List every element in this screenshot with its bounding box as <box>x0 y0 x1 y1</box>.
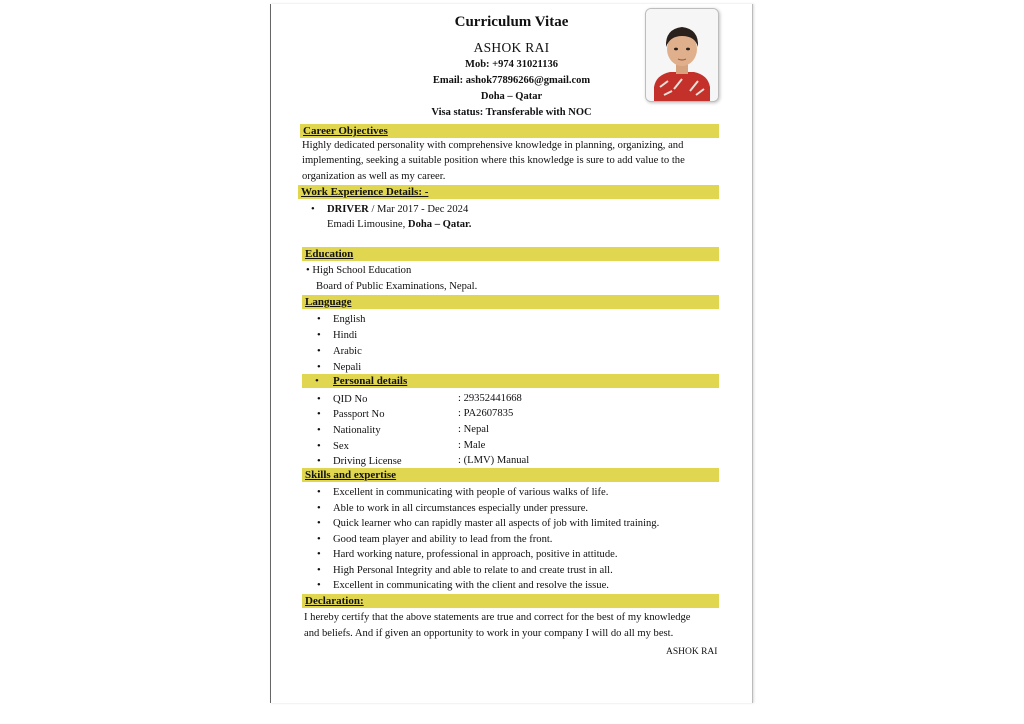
declaration-line: I hereby certify that the above statements are true and correct for the best of my knowledge <box>304 612 691 623</box>
personal-label: • Passport No <box>333 407 385 423</box>
personal-label: • Nationality <box>333 423 381 439</box>
skill-item: • Able to work in all circumstances especially under pressure. <box>333 501 588 517</box>
work-company-place: Doha – Qatar. <box>407 219 472 230</box>
section-bar-declaration <box>302 594 719 608</box>
candidate-name: ASHOK RAI <box>473 40 550 55</box>
section-heading-skills: Skills and expertise <box>305 469 397 481</box>
language-item: • Nepali <box>333 360 361 376</box>
work-company-line <box>327 217 471 233</box>
work-role: DRIVER <box>327 204 369 215</box>
language-item: • English <box>333 312 365 328</box>
section-heading-work: Work Experience Details: - <box>301 186 429 198</box>
section-heading-career: Career Objectives <box>303 125 388 137</box>
bullet-icon: • <box>306 265 310 276</box>
career-line: organization as well as my career. <box>302 171 446 182</box>
section-heading-education: Education <box>305 248 354 260</box>
signature-name: ASHOK RAI <box>666 647 718 657</box>
section-heading-personal: Personal details <box>333 375 408 387</box>
career-line: implementing, seeking a suitable position where this knowledge is sure to add value to the <box>302 155 685 166</box>
bullet-icon: • <box>315 375 319 387</box>
language-item: • Hindi <box>333 328 357 344</box>
profile-photo <box>645 8 719 102</box>
personal-value: : PA2607835 <box>458 408 514 419</box>
section-bar-skills <box>302 468 719 482</box>
portrait-icon <box>646 9 718 101</box>
skill-item: • High Personal Integrity and able to relate to and create trust in all. <box>333 563 613 579</box>
personal-label: • Driving License <box>333 454 402 470</box>
personal-value: : 29352441668 <box>458 393 522 404</box>
section-bar-career <box>300 124 719 138</box>
cv-page <box>270 4 753 703</box>
declaration-line: and beliefs. And if given an opportunity to work in your company I will do all my best. <box>304 628 674 639</box>
work-company: Emadi Limousine, <box>327 219 408 230</box>
email-line: Email: ashok77896266@gmail.com <box>432 75 591 86</box>
education-item <box>306 263 411 279</box>
mobile-line: Mob: +974 31021136 <box>465 59 558 70</box>
personal-value: : Male <box>458 440 486 451</box>
skill-item: • Quick learner who can rapidly master all aspects of job with limited training. <box>333 516 659 532</box>
personal-label: • Sex <box>333 439 349 455</box>
section-bar-personal <box>302 374 719 388</box>
language-item: • Arabic <box>333 344 362 360</box>
section-bar-education <box>302 247 719 261</box>
personal-value: : (LMV) Manual <box>458 455 530 466</box>
section-bar-language <box>302 295 719 309</box>
work-role-line <box>327 202 468 218</box>
location-line: Doha – Qatar <box>480 91 543 102</box>
personal-value: : Nepal <box>458 424 489 435</box>
section-heading-language: Language <box>305 296 352 308</box>
personal-label: • QID No <box>333 392 367 408</box>
section-bar-work <box>298 185 719 199</box>
visa-line: Visa status: Transferable with NOC <box>431 107 592 118</box>
skill-item: • Hard working nature, professional in approach, positive in attitude. <box>333 547 618 563</box>
work-period: / Mar 2017 - Dec 2024 <box>368 204 469 215</box>
section-heading-declaration: Declaration: <box>305 595 364 607</box>
skill-item: • Good team player and ability to lead from the front. <box>333 532 552 548</box>
skill-item: • Excellent in communicating with the client and resolve the issue. <box>333 578 609 594</box>
education-board: Board of Public Examinations, Nepal. <box>316 281 478 292</box>
skill-item: • Excellent in communicating with people of various walks of life. <box>333 485 608 501</box>
page-title: Curriculum Vitae <box>454 14 569 30</box>
career-line: Highly dedicated personality with comprehensive knowledge in planning, organizing, and <box>302 140 684 151</box>
education-item-text: High School Education <box>312 265 412 276</box>
